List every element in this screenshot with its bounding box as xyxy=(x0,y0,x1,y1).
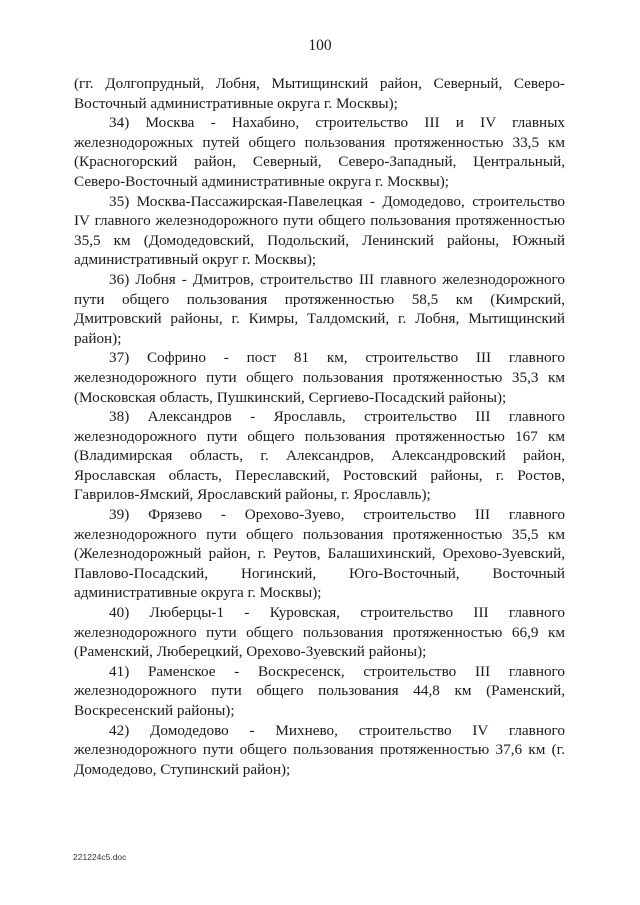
list-item-42: 42) Домодедово - Михнево, строительство IV главного железнодорожного пути общего пользования протяженностью 37,6 км (г. Домодедово, Ступинский район); xyxy=(74,721,565,778)
list-item-39: 39) Фрязево - Орехово-Зуево, строительство III главного железнодорожного пути общего пользования протяженностью 35,5 км (Железнодорожный район, г. Реутов, Балашихинский, Орехово-Зуевский, Павлово-Посадский, Ногинский, Юго-Восточный, Восточный административные округа г. Москвы); xyxy=(74,506,565,602)
footer-filename: 221224c5.doc xyxy=(73,852,127,862)
list-item-36: 36) Лобня - Дмитров, строительство III главного железнодорожного пути общего пользования протяженностью 58,5 км (Кимрский, Дмитровский районы, г. Кимры, Талдомский, г. Лобня, Мытищинский район); xyxy=(74,270,565,347)
list-item-35: 35) Москва-Пассажирская-Павелецкая - Домодедово, строительство IV главного железнодорожного пути общего пользования протяженностью 35,5 км (Домодедовский, Подольский, Ленинский районы, Южный административный округ г. Москвы); xyxy=(74,192,565,269)
document-body xyxy=(74,74,565,779)
list-item-34: 34) Москва - Нахабино, строительство III и IV главных железнодорожных путей общего пользования протяженностью 33,5 км (Красногорский район, Северный, Северо-Западный, Центральный, Северо-Восточный административные округа г. Москвы); xyxy=(74,114,565,190)
list-item-40: 40) Люберцы-1 - Куровская, строительство III главного железнодорожного пути общего пользования протяженностью 66,9 км (Раменский, Люберецкий, Орехово-Зуевский районы); xyxy=(74,604,565,661)
paragraph-continuation: (гг. Долгопрудный, Лобня, Мытищинский район, Северный, Северо-Восточный административные округа г. Москвы); xyxy=(74,75,565,112)
list-item-41: 41) Раменское - Воскресенск, строительство III главного железнодорожного пути общего пользования 44,8 км (Раменский, Воскресенский районы); xyxy=(74,662,565,719)
list-item-37: 37) Софрино - пост 81 км, строительство III главного железнодорожного пути общего пользования протяженностью 35,3 км (Московская область, Пушкинский, Сергиево-Посадский районы); xyxy=(74,349,565,406)
list-item-38: 38) Александров - Ярославль, строительство III главного железнодорожного пути общего пользования протяженностью 167 км (Владимирская область, г. Александров, Александровский район, Ярославская область, Переславский, Ростовский районы, г. Ростов, Гаврилов-Ямский, Ярославский районы, г. Ярославль); xyxy=(74,408,565,504)
page-number: 100 xyxy=(308,37,332,54)
